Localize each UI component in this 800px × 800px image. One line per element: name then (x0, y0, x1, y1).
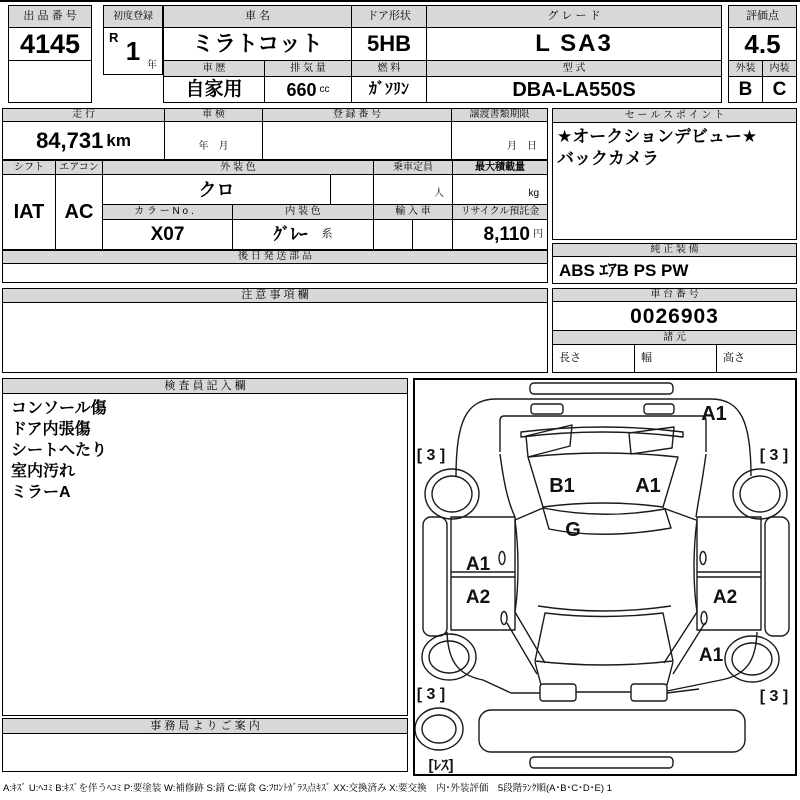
int-color-name: ｸﾞﾚｰ (273, 225, 308, 244)
door-value: 5HB (351, 27, 427, 61)
history-header: 車 歴 (163, 60, 265, 77)
rear-bumper (479, 710, 745, 752)
inspector-line: ミラーA (11, 484, 71, 501)
tire-depth-front-right: [ 3 ] (759, 447, 789, 464)
tire-depth-rear-left: [ 3 ] (416, 686, 446, 703)
cowl-band (543, 508, 671, 534)
hood-vent-right (644, 404, 674, 414)
int-color-suffix: 系 (321, 228, 333, 240)
history-value: 自家用 (163, 76, 265, 103)
door-handle (701, 612, 707, 625)
a-pillar-right (696, 454, 706, 517)
door-handle (700, 552, 706, 565)
shift-header: シフト (2, 160, 56, 175)
first-reg-era: R (109, 30, 119, 45)
mileage-header: 走 行 (2, 108, 165, 122)
sill-left (423, 517, 447, 636)
mileage-value (2, 121, 165, 160)
displacement-number: 660 (286, 79, 317, 100)
model-code-header: 型 式 (426, 60, 722, 77)
sales-point-body (553, 123, 796, 173)
first-reg-year-cell (103, 27, 163, 75)
cowl-assembly-outline (500, 416, 706, 452)
exterior-value: B (728, 76, 763, 103)
wheel-front-left-inner (432, 476, 472, 512)
chassis-no-value: 0026903 (552, 301, 797, 331)
a-pillar-left (500, 454, 515, 517)
door-handle (499, 552, 505, 565)
displacement-unit: cc (319, 83, 330, 95)
ext-color-header: 外 装 色 (102, 160, 374, 175)
fuel-value: ｶﾞｿﾘﾝ (351, 76, 427, 103)
sales-point-panel (552, 108, 797, 240)
wiper-right (629, 427, 674, 454)
mileage-number: 84,731 (36, 127, 104, 153)
inspector-line: コンソール傷 (11, 400, 107, 417)
sales-point-header: セ ー ル ス ポ イ ン ト (553, 109, 796, 123)
front-bumper (530, 383, 673, 394)
spec-height: 高さ (716, 344, 797, 373)
recycle-number: 8,110 (483, 224, 530, 245)
inspector-line: 室内汚れ (11, 463, 76, 480)
shift-value: IAT (2, 174, 56, 250)
first-reg-year-unit: 年 (147, 60, 157, 71)
damage-label-windshield-left: B1 (549, 475, 575, 497)
damage-label-rear-door-right: A2 (712, 587, 738, 608)
damage-label-rear-door-left: A2 (465, 587, 491, 608)
inspector-header: 検 査 員 記 入 欄 (2, 378, 408, 394)
ext-color-sub-empty (330, 174, 374, 205)
grade-value: L SA3 (426, 27, 722, 61)
roof-rear-edge (538, 606, 671, 611)
rear-window (535, 613, 673, 665)
door-header: ドア形状 (351, 5, 427, 28)
score-header: 評価点 (728, 5, 797, 28)
shaken-value: 年 月 (164, 121, 263, 160)
color-no-header: カ ラ ー N o ． (102, 204, 233, 220)
aircon-header: エアコン (55, 160, 103, 175)
door-handle (501, 612, 507, 625)
later-parts-box (2, 263, 548, 283)
grade-header: グ レ ー ド (426, 5, 722, 28)
first-reg-header: 初度登録 (103, 5, 163, 28)
chassis-no-header: 車 台 番 号 (552, 288, 797, 302)
displacement-value (264, 76, 352, 103)
import-header: 輸 入 車 (373, 204, 453, 220)
mileage-unit: km (106, 131, 131, 150)
int-color-value (232, 219, 374, 250)
color-no-value: X07 (102, 219, 233, 250)
damage-diagram-panel (413, 378, 797, 776)
shaken-header: 車 検 (164, 108, 263, 122)
damage-label-hood: A1 (701, 403, 727, 425)
car-top-view-diagram (415, 380, 795, 774)
interior-value: C (762, 76, 797, 103)
car-name-header: 車 名 (163, 5, 352, 28)
first-reg-year: 1 (125, 36, 141, 66)
rear-lower-garnish (530, 757, 673, 768)
wiper-left (526, 425, 572, 457)
notes-header: 注 意 事 項 欄 (2, 288, 548, 303)
recycle-value (452, 219, 548, 250)
tire-depth-rear-right: [ 3 ] (759, 688, 789, 705)
import-value-left (373, 219, 413, 250)
inspector-line: シートへたり (11, 442, 108, 459)
equipment-header: 純 正 装 備 (552, 243, 797, 257)
taillight-left (540, 684, 576, 701)
sill-right (765, 517, 789, 636)
import-value-right (412, 219, 453, 250)
recycle-unit: 円 (533, 228, 543, 240)
pillar-join-left (515, 508, 543, 520)
wheel-front-right-inner (740, 476, 780, 512)
damage-code-legend: A:ｷｽﾞ U:ﾍｺﾐ B:ｷｽﾞを伴うﾍｺﾐ P:要塗装 W:補修跡 S:錆 C:腐食 G:ﾌﾛﾝﾄｶﾞﾗｽ点ｷｽﾞ XX:交換済み X:要交換 内･外装評価 5段階ﾗﾝｸ順(A･B･C･D･E) 1 (3, 783, 612, 794)
model-code-value: DBA-LA550S (426, 76, 722, 103)
damage-label-cowl: G (565, 519, 581, 541)
int-color-header: 内 装 色 (232, 204, 374, 220)
office-header: 事 務 局 よ り ご 案 内 (2, 718, 408, 734)
equipment-value: ABS ｴｱB PS PW (552, 256, 797, 284)
aircon-value: AC (55, 174, 103, 250)
notes-box (2, 302, 548, 373)
tire-depth-front-left: [ 3 ] (416, 447, 446, 464)
max-load-value: kg (452, 174, 548, 205)
score-value: 4.5 (728, 27, 797, 61)
spare-tire-inner (422, 715, 456, 743)
recycle-header: リサイクル預託金 (452, 204, 548, 220)
taillight-right (631, 684, 667, 701)
car-name-value: ミラトコット (163, 27, 352, 61)
spec-width: 幅 (634, 344, 717, 373)
sheet-top-border (0, 0, 800, 2)
damage-label-windshield-right: A1 (635, 475, 661, 497)
spec-length: 長さ (552, 344, 635, 373)
transfer-value: 月 日 (451, 121, 548, 160)
exterior-header: 外装 (728, 60, 763, 77)
capacity-header: 乗車定員 (373, 160, 453, 175)
spare-tire-label: [ﾚｽ] (428, 757, 454, 774)
interior-header: 内装 (762, 60, 797, 77)
inspector-box (2, 393, 408, 716)
fuel-header: 燃 料 (351, 60, 427, 77)
reg-no-value (262, 121, 452, 160)
quarter-left (447, 632, 511, 693)
auction-no-header: 出 品 番 号 (8, 5, 92, 28)
reg-no-header: 登 録 番 号 (262, 108, 452, 122)
sales-point-line: バックカメラ (557, 149, 659, 168)
sales-point-line: ★オークションデビュー★ (557, 127, 758, 146)
capacity-value: 人 (373, 174, 453, 205)
damage-label-quarter-right: A1 (698, 645, 724, 666)
ext-color-value: クロ (102, 174, 331, 205)
max-load-header: 最大積載量 (452, 160, 548, 175)
specs-header: 諸 元 (552, 330, 797, 345)
damage-label-front-door-left: A1 (465, 554, 491, 575)
transfer-header: 譲渡書類期限 (451, 108, 548, 122)
hood-vent-left (531, 404, 563, 414)
auction-no-value: 4145 (8, 27, 92, 61)
displacement-header: 排 気 量 (264, 60, 352, 77)
inspector-line: ドア内張傷 (11, 421, 91, 438)
later-parts-header: 後 日 発 送 部 品 (2, 250, 548, 264)
office-box (2, 733, 408, 772)
auction-no-empty-box (8, 60, 92, 103)
